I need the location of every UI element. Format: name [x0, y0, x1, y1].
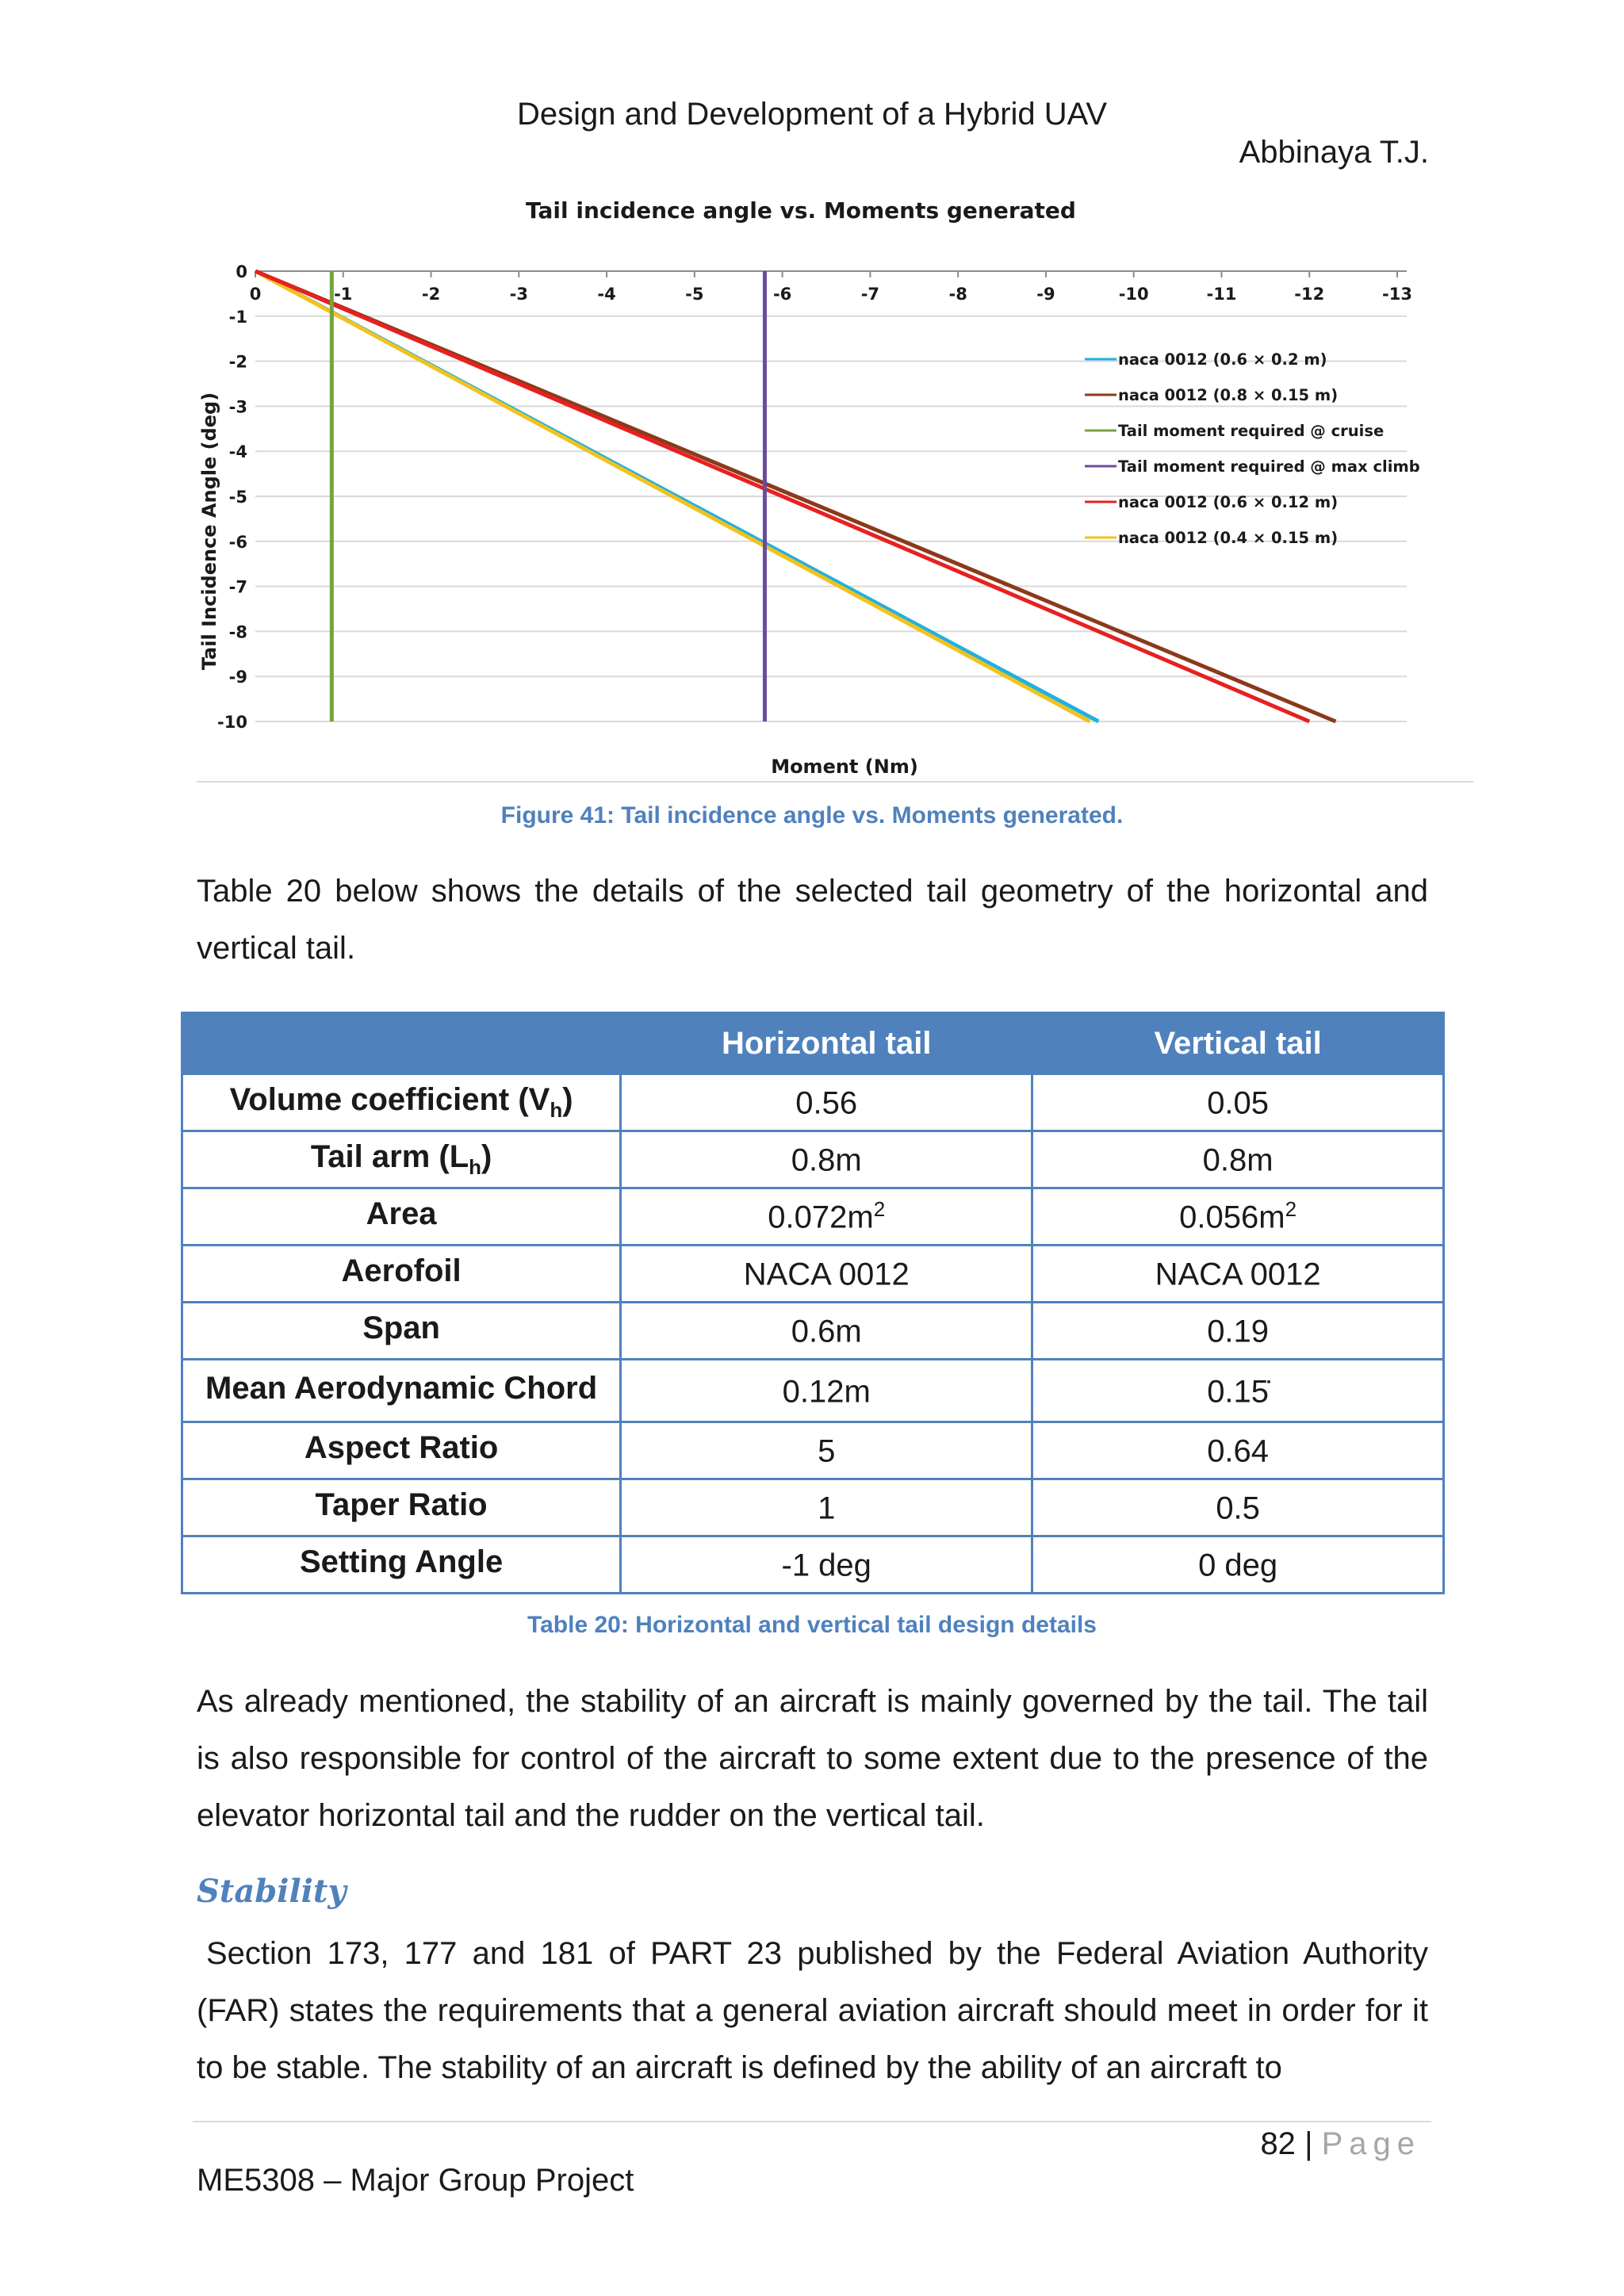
intro-paragraph: Table 20 below shows the details of the selected tail geometry of the horizontal and vertical tail.	[197, 874, 1428, 966]
vertical-tail-value: 0 deg	[1032, 1536, 1444, 1594]
figure-caption: Figure 41: Tail incidence angle vs. Moments generated.	[500, 802, 1124, 828]
y-tick-label: -2	[228, 352, 247, 372]
horizontal-tail-value: 0.56	[621, 1074, 1032, 1131]
table-row	[182, 1131, 1444, 1188]
page-label: Page	[1321, 2126, 1421, 2161]
y-tick-label: 0	[236, 262, 247, 281]
incidence-moment-chart	[190, 190, 1475, 785]
vertical-tail-value: 0.64	[1032, 1422, 1444, 1479]
table-header-empty	[182, 1013, 621, 1074]
y-tick-label: -5	[228, 488, 247, 507]
x-tick-label: -4	[597, 285, 616, 304]
row-label: Volume coefficient $(V_h)$	[182, 1074, 621, 1131]
y-tick-label: -7	[228, 577, 247, 597]
vertical-tail-value: $0.056m^2$	[1032, 1188, 1444, 1246]
x-tick-label: -5	[685, 285, 704, 304]
table-body	[182, 1074, 1444, 1594]
horizontal-tail-value: -1 deg	[621, 1536, 1032, 1594]
vertical-tail-value: 0.05	[1032, 1074, 1444, 1131]
vertical-tail-value: 0.15̇	[1032, 1360, 1444, 1422]
table-row	[182, 1536, 1444, 1594]
row-label: Span	[182, 1303, 621, 1360]
page-number-separator: |	[1304, 2126, 1313, 2161]
table-header-horizontal: Horizontal tail	[621, 1013, 1032, 1074]
table-row	[182, 1188, 1444, 1246]
y-tick-label: -6	[228, 532, 247, 552]
y-tick-label: -9	[228, 668, 247, 687]
row-label: Area	[182, 1188, 621, 1246]
x-tick-label: -2	[421, 285, 441, 304]
chart-divider	[197, 781, 1473, 783]
table-header-vertical: Vertical tail	[1032, 1013, 1444, 1074]
table-header-row	[182, 1013, 1444, 1074]
legend-label: naca 0012 (0.6 × 0.12 m)	[1118, 493, 1339, 511]
x-tick-label: -8	[948, 285, 967, 304]
y-tick-label: -3	[228, 397, 247, 417]
horizontal-tail-value: $0.072m^2$	[621, 1188, 1032, 1246]
horizontal-tail-value: NACA 0012	[621, 1246, 1032, 1303]
y-axis-label: Tail Incidence Angle (deg)	[198, 392, 220, 671]
author-name: Abbinaya T.J.	[1239, 135, 1429, 170]
tail-design-table	[181, 1012, 1445, 1594]
x-tick-label: -10	[1118, 285, 1149, 304]
y-tick-label: -8	[228, 622, 247, 642]
x-axis-label: Moment (Nm)	[771, 756, 918, 778]
x-tick-label: -11	[1206, 285, 1237, 304]
horizontal-tail-value: 5	[621, 1422, 1032, 1479]
x-tick-label: -3	[509, 285, 528, 304]
legend-label: naca 0012 (0.4 × 0.15 m)	[1118, 529, 1339, 547]
x-tick-label: -13	[1382, 285, 1412, 304]
legend-label: Tail moment required @ cruise	[1118, 422, 1385, 440]
table-row	[182, 1074, 1444, 1131]
chart-title: Tail incidence angle vs. Moments generated	[526, 197, 1076, 224]
vertical-tail-value: 0.5	[1032, 1479, 1444, 1536]
legend-label: naca 0012 (0.8 × 0.15 m)	[1118, 386, 1339, 404]
page-number	[1260, 2126, 1421, 2162]
table-row	[182, 1360, 1444, 1422]
y-tick-labels	[217, 262, 247, 732]
chart-legend	[1085, 350, 1420, 547]
chart-figure	[190, 190, 1475, 785]
row-label: Aerofoil	[182, 1246, 621, 1303]
body-paragraph: As already mentioned, the stability of an aircraft is mainly governed by the tail. The tail is also responsible for control of the aircraft to some extent due to the presence of the elevator horizontal tail and the rudder on the vertical tail.	[197, 1684, 1428, 1833]
row-label: Setting Angle	[182, 1536, 621, 1594]
table-row	[182, 1422, 1444, 1479]
vertical-tail-value: 0.19	[1032, 1303, 1444, 1360]
table-row	[182, 1246, 1444, 1303]
x-tick-label: -6	[772, 285, 792, 304]
x-tick-label: -12	[1294, 285, 1325, 304]
y-tick-label: -1	[228, 307, 247, 327]
x-tick-labels	[250, 285, 1412, 304]
x-tick-label: -7	[860, 285, 880, 304]
vertical-tail-value: 0.8m	[1032, 1131, 1444, 1188]
y-tick-label: -4	[228, 442, 247, 462]
document-title: Design and Development of a Hybrid UAV	[516, 97, 1108, 132]
horizontal-tail-value: 1	[621, 1479, 1032, 1536]
table-row	[182, 1303, 1444, 1360]
legend-label: naca 0012 (0.6 × 0.2 m)	[1118, 350, 1327, 369]
horizontal-tail-value: 0.8m	[621, 1131, 1032, 1188]
x-tick-label: 0	[249, 285, 262, 304]
vertical-tail-value: NACA 0012	[1032, 1246, 1444, 1303]
row-label: Aspect Ratio	[182, 1422, 621, 1479]
row-label: Mean Aerodynamic Chord	[182, 1360, 621, 1422]
legend-label: Tail moment required @ max climb	[1118, 457, 1420, 476]
y-tick-label: -10	[217, 713, 247, 732]
section-paragraph: Section 173, 177 and 181 of PART 23 published by the Federal Aviation Authority (FAR) states the requirements that a general aviation aircraft should meet in order for it to be stable. The stability of an aircraft is defined by the ability of an aircraft to	[197, 1936, 1428, 2085]
table-caption: Table 20: Horizontal and vertical tail design details	[527, 1612, 1097, 1638]
footer-divider	[193, 2121, 1431, 2122]
x-tick-label: -9	[1036, 285, 1055, 304]
page-number-value: 82	[1260, 2126, 1296, 2161]
row-label: Taper Ratio	[182, 1479, 621, 1536]
table-row	[182, 1479, 1444, 1536]
course-footer: ME5308 – Major Group Project	[197, 2163, 634, 2198]
horizontal-tail-value: 0.12m	[621, 1360, 1032, 1422]
horizontal-tail-value: 0.6m	[621, 1303, 1032, 1360]
row-label: Tail arm $(L_h)$	[182, 1131, 621, 1188]
section-heading: Stability	[197, 1873, 347, 1910]
x-tick-label: -1	[334, 285, 353, 304]
